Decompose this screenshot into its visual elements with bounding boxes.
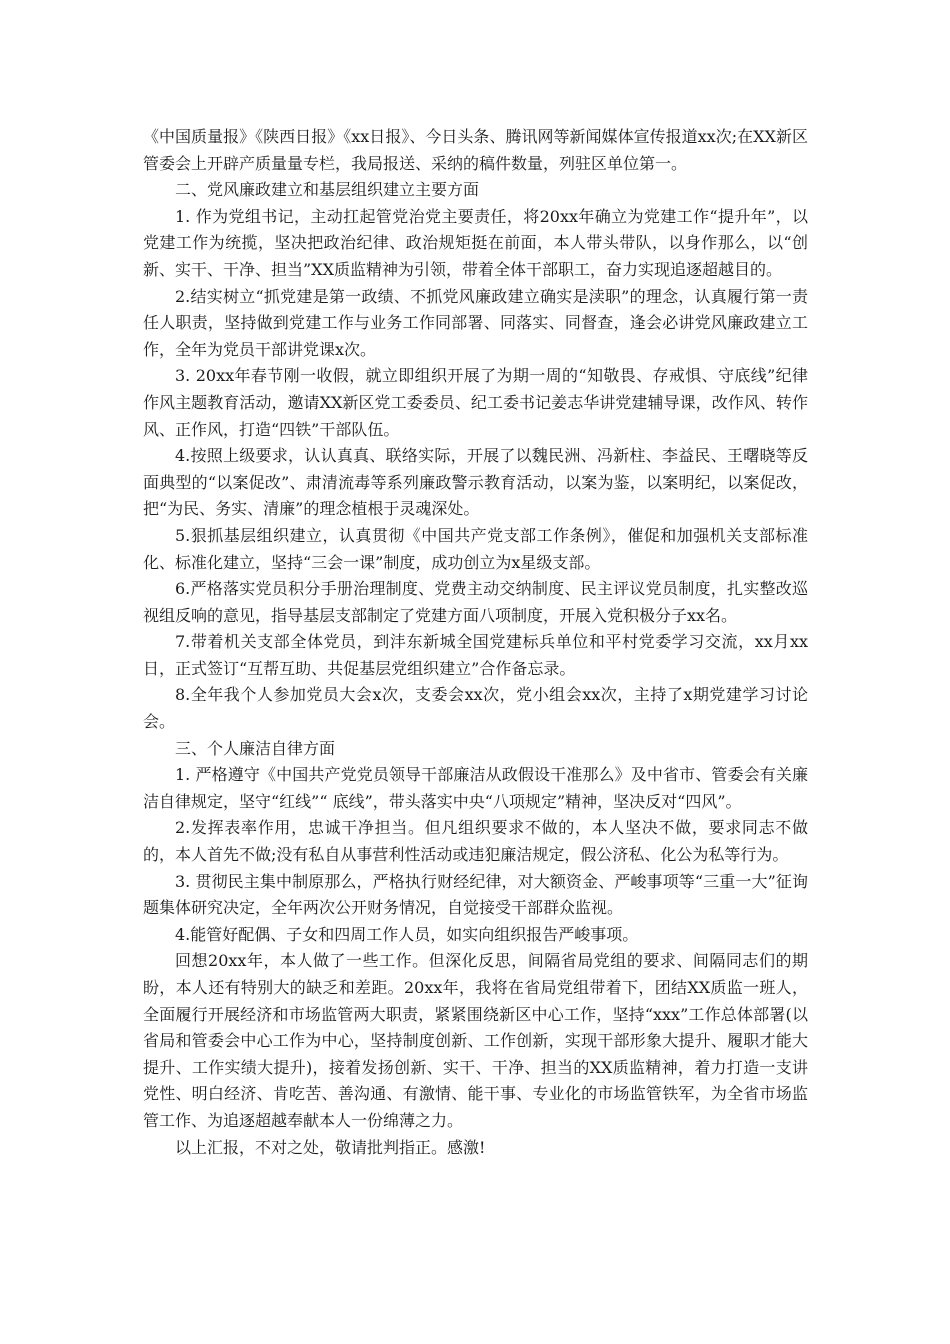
paragraph-discipline-1: 1. 严格遵守《中国共产党党员领导干部廉洁从政假设干准那么》及中省市、管委会有关廉洁自律规定，坚守“红线”“ 底线”，带头落实中央“八项规定”精神，坚决反对“四风”。: [143, 765, 808, 811]
paragraph-discipline-4: 4.能管好配偶、子女和四周工作人员，如实向组织报告严峻事项。: [175, 924, 639, 944]
paragraph-item-4: 4.按照上级要求，认认真真、联络实际，开展了以魏民洲、冯新柱、李益民、王曙晓等反面典型的“以案促改”、肃清流毒等系列廉政警示教育活动，以案为鉴，以案明纪，以案促改，把“为民、务实、清廉”的理念植根于灵魂深处。: [143, 446, 808, 519]
paragraph-closing: 以上汇报，不对之处，敬请批判指正。感激!: [175, 1137, 486, 1157]
paragraph-item-8: 8.全年我个人参加党员大会x次，支委会xx次，党小组会xx次，主持了x期党建学习讨论会。: [143, 685, 808, 732]
paragraph-discipline-2: 2.发挥表率作用，忠诚干净担当。但凡组织要求不做的，本人坚决不做，要求同志不做的，本人首先不做;没有私自从事营利性活动或违犯廉洁规定，假公济私、化公为私等行为。: [143, 818, 808, 865]
document-body: [143, 124, 808, 1161]
paragraph-item-5: 5.狠抓基层组织建立，认真贯彻《中国共产党支部工作条例》，催促和加强机关支部标准化、标准化建立，坚持“三会一课”制度，成功创立为x星级支部。: [143, 525, 808, 572]
paragraph-item-7: 7.带着机关支部全体党员，到沣东新城全国党建标兵单位和平村党委学习交流，xx月xx日，正式签订“互帮互助、共促基层党组织建立”合作备忘录。: [143, 632, 808, 678]
paragraph-item-1: 1. 作为党组书记，主动扛起管党治党主要责任，将20xx年确立为党建工作“提升年”，以党建工作为统揽，坚决把政治纪律、政治规矩挺在前面，本人带头带队，以身作那么，以“创新、实干、干净、担当”XX质监精神为引领，带着全体干部职工，奋力实现追逐超越目的。: [143, 206, 808, 279]
paragraph-media-coverage: 《中国质量报》《陕西日报》《xx日报》、今日头条、腾讯网等新闻媒体宣传报道xx次;在XX新区管委会上开辟产质量量专栏，我局报送、采纳的稿件数量，列驻区单位第一。: [143, 127, 808, 173]
paragraph-item-3: 3. 20xx年春节刚一收假，就立即组织开展了为期一周的“知敬畏、存戒惧、守底线”纪律作风主题教育活动，邀请XX新区党工委委员、纪工委书记姜志华讲党建辅导课，改作风、转作风、正作风，打造“四铁”干部队伍。: [143, 366, 808, 439]
paragraph-discipline-3: 3. 贯彻民主集中制原那么，严格执行财经纪律，对大额资金、严峻事项等“三重一大”征询题集体研究决定，全年两次公开财务情况，自觉接受干部群众监视。: [143, 871, 808, 918]
paragraph-reflection: 回想20xx年，本人做了一些工作。但深化反思，间隔省局党组的要求、间隔同志们的期盼，本人还有特别大的缺乏和差距。20xx年，我将在省局党组带着下，团结XX质监一班人，全面履行开展经济和市场监管两大职责，紧紧围绕新区中心工作，坚持“xxx”工作总体部署(以省局和管委会中心工作为中心，坚持制度创新、工作创新，实现干部形象大提升、履职才能大提升、工作实绩大提升)，接着发扬创新、实干、干净、担当的XX质监精神，着力打造一支讲党性、明白经济、肯吃苦、善沟通、有激情、能干事、专业化的市场监管铁军，为全省市场监管工作、为追逐超越奉献本人一份绵薄之力。: [143, 951, 808, 1130]
paragraph-item-6: 6.严格落实党员积分手册治理制度、党费主动交纳制度、民主评议党员制度，扎实整改巡视组反响的意见，指导基层支部制定了党建方面八项制度，开展入党积极分子xx名。: [143, 579, 808, 625]
paragraph-item-2: 2.结实树立“抓党建是第一政绩、不抓党风廉政建立确实是渎职”的理念，认真履行第一责任人职责，坚持做到党建工作与业务工作同部署、同落实、同督查，逢会必讲党风廉政建立工作，全年为党员干部讲党课x次。: [143, 286, 808, 359]
section-heading-party-building: 二、党风廉政建立和基层组织建立主要方面: [175, 180, 480, 200]
section-heading-self-discipline: 三、个人廉洁自律方面: [175, 738, 336, 758]
